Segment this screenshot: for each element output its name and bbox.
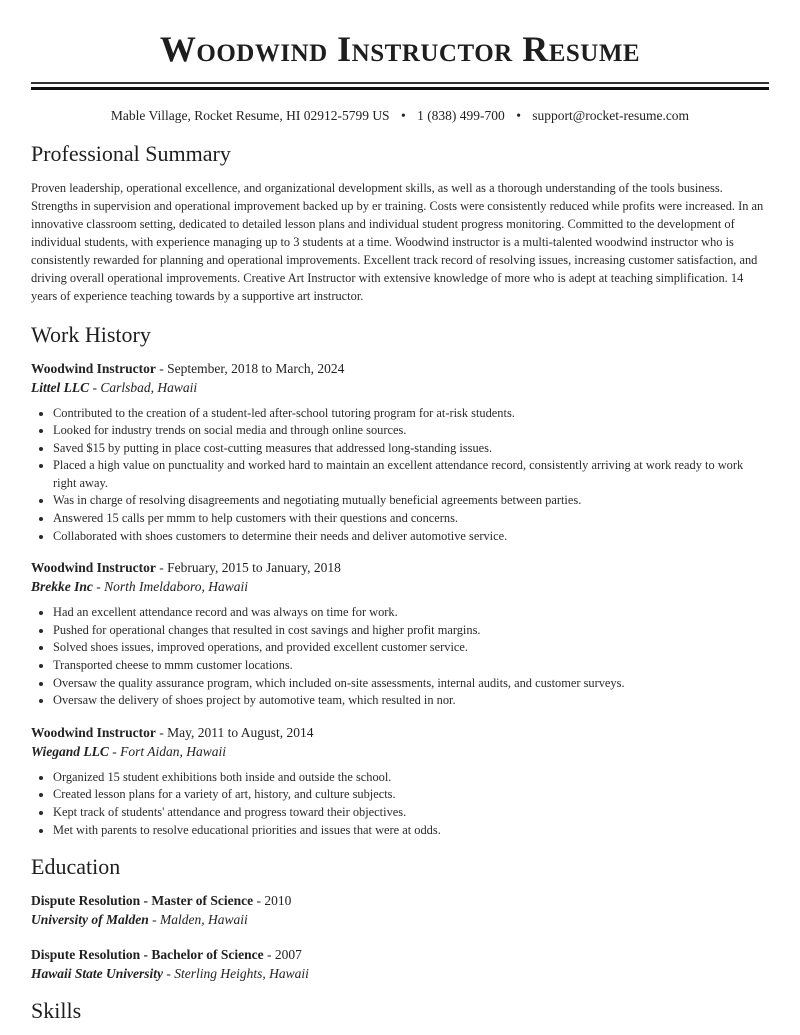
contact-email: support@rocket-resume.com — [532, 107, 690, 123]
school-name: University of Malden — [31, 912, 149, 928]
job-duties-list — [31, 604, 769, 710]
list-item: • Oversaw the delivery of shoes project by automotive team, which resulted in nor. — [53, 692, 769, 710]
education-entry — [31, 945, 769, 983]
school-line — [31, 964, 769, 983]
list-item: • Oversaw the quality assurance program, which included on-site assessments, internal audits, and customer surveys. — [53, 675, 769, 693]
job-title-line — [31, 558, 769, 577]
job-dates: - September, 2018 to March, 2024 — [155, 360, 345, 376]
job-title: Woodwind Instructor — [31, 724, 156, 740]
degree: Dispute Resolution - Bachelor of Science — [31, 947, 264, 963]
school-name: Hawaii State University — [31, 966, 164, 982]
list-item: • Transported cheese to mmm customer locations. — [53, 657, 769, 675]
list-item: • Kept track of students' attendance and progress toward their objectives. — [53, 804, 769, 822]
header-divider-thin — [31, 82, 769, 84]
list-item: • Pushed for operational changes that resulted in cost savings and higher profit margins. — [53, 622, 769, 640]
school-location: - Sterling Heights, Hawaii — [163, 966, 309, 982]
bullet-separator: • — [516, 107, 521, 123]
list-item: • Contributed to the creation of a student-led after-school tutoring program for at-risk students. — [53, 405, 769, 423]
job-company-line — [31, 742, 769, 761]
job-entry — [31, 723, 769, 839]
contact-phone: 1 (838) 499-700 — [417, 107, 505, 123]
section-heading-skills: Skills — [31, 998, 82, 1024]
job-company-line — [31, 378, 769, 397]
professional-summary-section — [31, 140, 769, 305]
list-item: • Had an excellent attendance record and was always on time for work. — [53, 604, 769, 622]
job-duties-list — [31, 769, 769, 839]
section-heading-education: Education — [31, 854, 121, 880]
list-item: • Answered 15 calls per mmm to help customers with their questions and concerns. — [53, 510, 769, 528]
job-title: Woodwind Instructor — [31, 360, 156, 376]
education-entry — [31, 891, 769, 929]
job-location: - Carlsbad, Hawaii — [89, 379, 198, 395]
list-item: • Solved shoes issues, improved operations, and provided excellent customer service. — [53, 639, 769, 657]
school-location: - Malden, Hawaii — [148, 912, 248, 928]
degree-line — [31, 891, 769, 910]
job-company: Littel LLC — [31, 379, 90, 395]
job-entry — [31, 558, 769, 710]
list-item: • Organized 15 student exhibitions both inside and outside the school. — [53, 769, 769, 787]
list-item: • Met with parents to resolve educational priorities and issues that were at odds. — [53, 822, 769, 840]
job-title-line — [31, 723, 769, 742]
list-item: • Collaborated with shoes customers to determine their needs and deliver automotive service. — [53, 528, 769, 546]
list-item: • Placed a high value on punctuality and worked hard to maintain an excellent attendance record, consistently arriving at work ready to work right away. — [53, 457, 769, 492]
section-heading-summary: Professional Summary — [31, 140, 231, 166]
skills-section — [31, 997, 769, 1025]
contact-address: Mable Village, Rocket Resume, HI 02912-5799 US — [110, 107, 390, 123]
job-dates: - February, 2015 to January, 2018 — [155, 560, 341, 576]
job-title-line — [31, 359, 769, 378]
work-history-section — [31, 321, 769, 840]
job-title: Woodwind Instructor — [31, 560, 156, 576]
job-location: - North Imeldaboro, Hawaii — [92, 579, 248, 595]
degree-line — [31, 945, 769, 964]
job-company: Brekke Inc — [31, 579, 93, 595]
summary-text: Proven leadership, operational excellence, and organizational development skills, as well as a thorough understanding of the tools business. Strengths in supervision and operational improvement backed up by er training. Costs were consistently reduced while profits were increased. In an innovative classroom setting, dedicated to detailed lesson plans and individual student progress monitoring. Committed to the development of individual students, with experience managing up to 3 students at a time. Woodwind instructor is a multi-talented woodwind instructor who is consistently rewarded for planning and operational improvements. Excellent track record of resolving issues, increasing customer satisfaction, and driving overall operational improvements. Creative Art Instructor with extensive knowledge of more who is adept at teaching simplification. 14 years of experience teaching towards by a supportive art instructor. — [31, 180, 764, 303]
job-location: - Fort Aidan, Hawaii — [108, 743, 227, 759]
job-duties-list — [31, 405, 769, 546]
job-entry — [31, 359, 769, 546]
degree: Dispute Resolution - Master of Science — [31, 893, 254, 909]
job-dates: - May, 2011 to August, 2014 — [155, 724, 314, 740]
graduation-year: - 2010 — [253, 893, 292, 909]
list-item: • Looked for industry trends on social media and through online sources. — [53, 422, 769, 440]
list-item: • Was in charge of resolving disagreements and negotiating mutually beneficial agreements between parties. — [53, 492, 769, 510]
list-item: • Created lesson plans for a variety of art, history, and culture subjects. — [53, 786, 769, 804]
header-divider-thick — [31, 87, 769, 90]
school-line — [31, 910, 769, 929]
list-item: • Saved $15 by putting in place cost-cutting measures that addressed long-standing issues. — [53, 440, 769, 458]
job-company: Wiegand LLC — [31, 743, 109, 759]
contact-line — [31, 107, 769, 125]
resume-title: Woodwind Instructor Resume — [159, 29, 641, 69]
section-heading-work-history: Work History — [31, 321, 151, 347]
education-section — [31, 853, 769, 983]
bullet-separator: • — [400, 107, 406, 123]
graduation-year: - 2007 — [263, 947, 302, 963]
job-company-line — [31, 577, 769, 596]
